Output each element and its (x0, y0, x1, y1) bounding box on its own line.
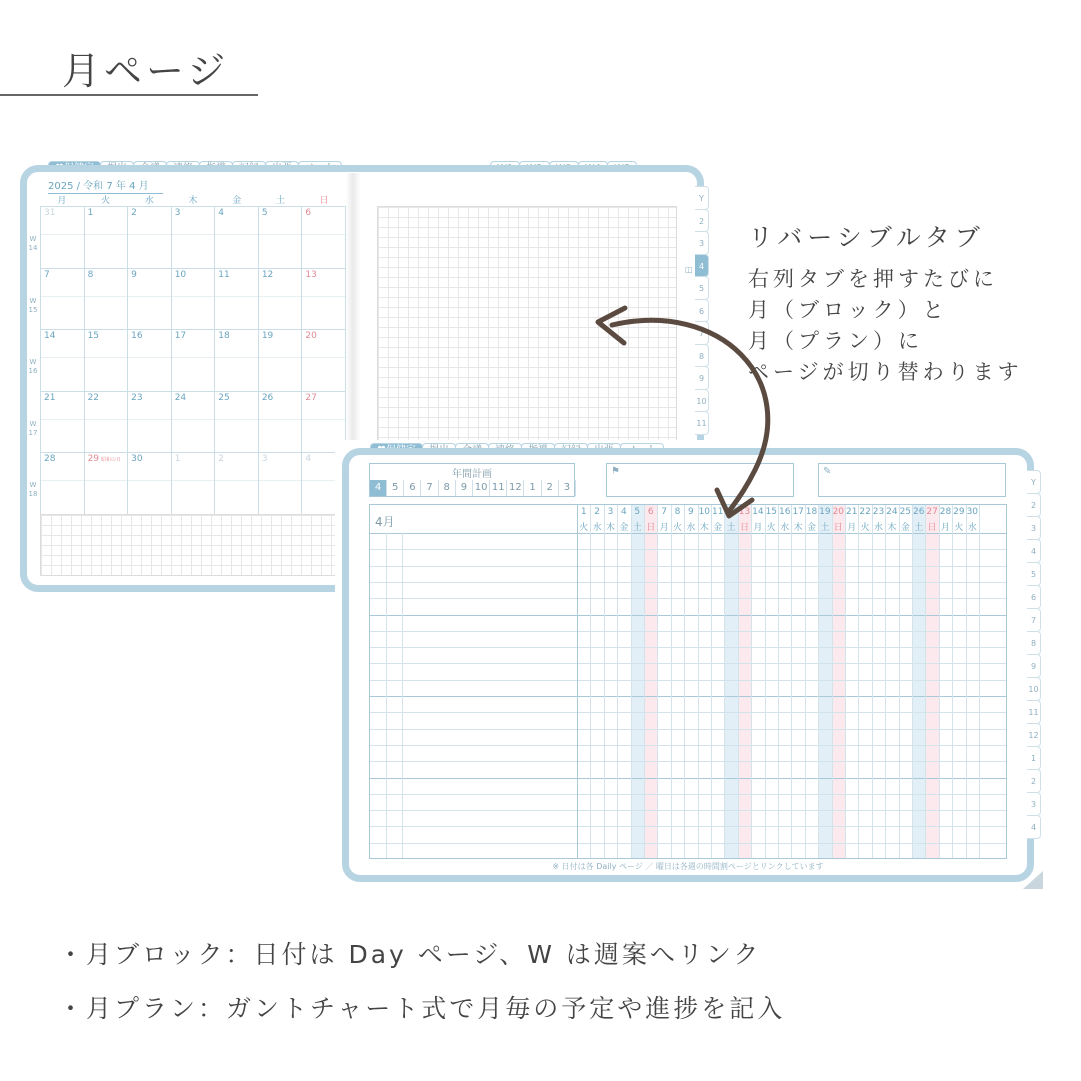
month-tab[interactable]: Y (695, 186, 709, 210)
gantt-weekday[interactable]: 木 (605, 523, 615, 533)
day-number: 4 (218, 208, 224, 218)
gantt-day-number[interactable]: 17 (792, 507, 804, 517)
month-tab[interactable]: 4 (1027, 539, 1041, 563)
month-tab[interactable]: 7 (1027, 608, 1041, 632)
month-tab[interactable]: 3 (695, 231, 709, 255)
month-tab[interactable]: 6 (1027, 585, 1041, 609)
gantt-day-number[interactable]: 18 (805, 507, 818, 517)
gantt-weekday[interactable]: 金 (806, 523, 816, 533)
annual-month-cell[interactable]: 3 (559, 480, 576, 496)
gantt-weekday[interactable]: 金 (619, 523, 629, 533)
gantt-day-number[interactable]: 9 (688, 507, 694, 517)
gantt-weekday[interactable]: 水 (873, 523, 883, 533)
feature-bullets (58, 928, 785, 1036)
weekday-header: 火 (101, 196, 111, 206)
gantt-day-number[interactable]: 24 (886, 507, 898, 517)
annotation-line: 右列タブを押すたびに (748, 267, 998, 291)
month-tab[interactable]: 3 (1027, 792, 1041, 816)
day-number: 15 (87, 331, 100, 341)
gantt-weekday[interactable]: 金 (713, 523, 723, 533)
gantt-day-number[interactable]: 15 (765, 507, 778, 517)
holiday-label: 昭和の日 (101, 457, 122, 463)
day-number: 2 (131, 208, 137, 218)
gantt-day-number[interactable]: 21 (845, 507, 858, 517)
gantt-weekday[interactable]: 木 (887, 523, 897, 533)
week-link[interactable]: W 18 (28, 481, 38, 498)
annual-month-cell[interactable]: 10 (473, 480, 490, 496)
day-number: 23 (131, 392, 143, 403)
gantt-day-number[interactable]: 30 (966, 507, 979, 517)
weekday-header: 土 (275, 196, 285, 206)
gantt-day-number[interactable]: 10 (698, 507, 711, 517)
gantt-weekday[interactable]: 月 (659, 523, 669, 533)
annual-month-cell[interactable]: 9 (456, 480, 473, 496)
weekday-header: 金 (232, 196, 242, 206)
weekday-header: 水 (144, 196, 154, 206)
day-number: 14 (44, 331, 56, 341)
gantt-day-number[interactable]: 22 (859, 507, 871, 517)
annual-month-cell[interactable]: 6 (404, 480, 421, 496)
annual-month-cell[interactable]: 7 (422, 480, 439, 496)
gantt-month-label: 4月 (375, 515, 395, 529)
weekday-header: 日 (319, 196, 329, 206)
gantt-weekday[interactable]: 日 (646, 523, 656, 533)
gantt-day-number[interactable]: 3 (607, 507, 614, 517)
gantt-weekday[interactable]: 月 (940, 523, 950, 533)
day-number: 1 (174, 454, 181, 464)
gantt-day-number[interactable]: 20 (832, 507, 845, 517)
day-number: 25 (218, 392, 230, 403)
gantt-day-number[interactable]: 28 (939, 507, 952, 517)
annotation-line: ページが切り替わります (748, 360, 1023, 384)
gantt-day-number[interactable]: 13 (738, 507, 751, 517)
gantt-weekday[interactable]: 土 (820, 523, 830, 533)
annual-month-cell[interactable]: 2 (542, 480, 559, 496)
weekday-header: 木 (188, 196, 198, 206)
day-number: 16 (131, 331, 143, 341)
gantt-weekday[interactable]: 土 (632, 523, 642, 533)
day-number: 18 (218, 331, 230, 341)
gantt-weekday[interactable]: 日 (833, 523, 843, 533)
gantt-day-number[interactable]: 12 (725, 507, 737, 517)
day-number: 30 (131, 454, 143, 464)
annual-month-cell[interactable]: 11 (490, 480, 507, 496)
gantt-day-number[interactable]: 1 (580, 507, 587, 517)
gantt-day-number[interactable]: 2 (594, 507, 600, 517)
gantt-day-number[interactable]: 16 (778, 507, 791, 517)
bullet-item: ・月ブロック：日付は Day ページ、W は週案へリンク (58, 940, 762, 969)
week-link[interactable]: W 14 (28, 235, 38, 252)
day-number: 31 (44, 208, 56, 218)
gantt-weekday[interactable]: 月 (847, 523, 857, 533)
month-tab[interactable]: 7 (695, 321, 709, 345)
gantt-weekday[interactable]: 月 (753, 523, 763, 533)
month-tab[interactable]: 10 (1027, 677, 1041, 701)
annual-month-cell[interactable]: 1 (525, 480, 542, 496)
month-tab[interactable]: 9 (1027, 654, 1041, 678)
month-tab[interactable]: 8 (695, 344, 709, 368)
annual-plan-label: 年間計画 (452, 469, 492, 480)
gantt-day-number[interactable]: 11 (711, 507, 724, 517)
gantt-day-number[interactable]: 26 (912, 507, 925, 517)
day-number: 5 (261, 208, 268, 218)
annual-month-cell[interactable]: 4 (370, 480, 387, 496)
month-tab[interactable]: 12 (1027, 723, 1041, 747)
gantt-weekday[interactable]: 土 (914, 523, 924, 533)
day-number: 20 (305, 331, 317, 341)
month-tab[interactable]: 2 (695, 209, 709, 233)
gantt-weekday[interactable]: 水 (686, 523, 696, 533)
month-tab[interactable]: 2 (1027, 493, 1041, 517)
month-tab[interactable]: 3 (1027, 516, 1041, 540)
gantt-weekday[interactable]: 木 (699, 523, 709, 533)
gantt-day-number[interactable]: 5 (634, 507, 641, 517)
weekday-header: 月 (57, 196, 67, 206)
gantt-weekday[interactable]: 日 (739, 523, 749, 533)
month-tab[interactable]: 11 (1027, 700, 1041, 724)
annual-month-cell[interactable]: 8 (439, 480, 456, 496)
gantt-day-number[interactable]: 25 (899, 507, 912, 517)
day-number: 27 (305, 392, 317, 403)
day-number: 28 (44, 454, 56, 464)
day-number: 6 (305, 208, 312, 218)
week-link[interactable]: W 15 (28, 296, 38, 314)
month-tab[interactable]: Y (1027, 470, 1041, 494)
day-number: 21 (44, 392, 56, 403)
toggle-icon[interactable]: ◫ (685, 265, 693, 274)
month-tab[interactable]: 1 (1027, 746, 1041, 770)
annotation-title: リバーシブルタブ (748, 223, 985, 252)
month-tab[interactable]: 10 (695, 389, 709, 413)
gantt-weekday[interactable]: 日 (927, 523, 937, 533)
month-tab[interactable]: 4 (1027, 815, 1041, 839)
gantt-day-number[interactable]: 23 (872, 507, 885, 517)
month-tab[interactable]: 6 (695, 299, 709, 323)
month-tab[interactable]: 4 (695, 254, 709, 278)
gantt-day-number[interactable]: 4 (621, 507, 627, 517)
gantt-day-number[interactable]: 19 (819, 507, 831, 517)
annotation-line: 月（プラン）に (748, 329, 923, 353)
annual-month-cell[interactable]: 5 (387, 480, 404, 496)
page-header-title: 月ページ (62, 49, 230, 93)
day-number: 19 (261, 331, 274, 341)
day-number: 3 (174, 208, 181, 218)
month-tab[interactable]: 5 (695, 276, 709, 300)
annual-month-cell[interactable]: 12 (507, 480, 524, 496)
plan-footer-note: ※ 日付は各 Daily ページ ／ 曜日は各週の時間割ページとリンクしています (552, 862, 824, 871)
gantt-day-number[interactable]: 6 (647, 507, 654, 517)
gantt-weekday[interactable]: 火 (672, 523, 682, 533)
gantt-day-number[interactable]: 14 (752, 507, 764, 517)
block-year-month: 2025 / 令和 7 年 4 月 (48, 177, 163, 194)
day-number: 24 (174, 392, 187, 403)
gantt-day-number[interactable]: 27 (926, 507, 938, 517)
week-link[interactable]: W 17 (28, 419, 38, 437)
day-number: 13 (305, 269, 317, 280)
gantt-weekday[interactable]: 水 (967, 523, 977, 533)
gantt-weekday[interactable]: 火 (579, 523, 589, 533)
month-tab[interactable]: 2 (1027, 769, 1041, 793)
month-tab[interactable]: 5 (1027, 562, 1041, 586)
gantt-weekday[interactable]: 木 (793, 523, 803, 533)
day-number: 1 (87, 208, 94, 218)
month-tab[interactable]: 9 (695, 366, 709, 390)
gantt-weekday[interactable]: 水 (780, 523, 790, 533)
day-number: 11 (218, 269, 230, 280)
month-tab[interactable]: 8 (1027, 631, 1041, 655)
day-number: 10 (174, 269, 187, 280)
day-number: 7 (44, 269, 50, 280)
flag-icon: ⚑ (611, 466, 620, 477)
gantt-day-number[interactable]: 7 (661, 507, 667, 517)
gantt-weekday[interactable]: 火 (860, 523, 870, 533)
month-tab[interactable]: 11 (695, 411, 709, 435)
day-number: 8 (87, 269, 94, 280)
day-number: 26 (261, 392, 274, 403)
week-link[interactable]: W 16 (28, 358, 38, 375)
day-number: 12 (261, 269, 274, 280)
day-number: 17 (174, 331, 187, 341)
day-number: 9 (131, 269, 137, 280)
gantt-day-number[interactable]: 29 (953, 507, 965, 517)
day-number: 22 (87, 392, 100, 403)
pencil-icon: ✎ (823, 466, 832, 477)
day-number: 4 (305, 454, 312, 464)
day-number: 3 (261, 454, 268, 464)
day-number: 29 (87, 454, 100, 464)
bullet-item: ・月プラン：ガントチャート式で月毎の予定や進捗を記入 (58, 994, 786, 1023)
gantt-weekday[interactable]: 火 (954, 523, 964, 533)
gantt-weekday[interactable]: 金 (900, 523, 910, 533)
gantt-weekday[interactable]: 火 (766, 523, 776, 533)
gantt-day-number[interactable]: 8 (674, 507, 681, 517)
day-number: 2 (218, 454, 224, 464)
gantt-weekday[interactable]: 水 (592, 523, 602, 533)
gantt-weekday[interactable]: 土 (726, 523, 736, 533)
annotation-line: 月（ブロック）と (748, 298, 948, 322)
